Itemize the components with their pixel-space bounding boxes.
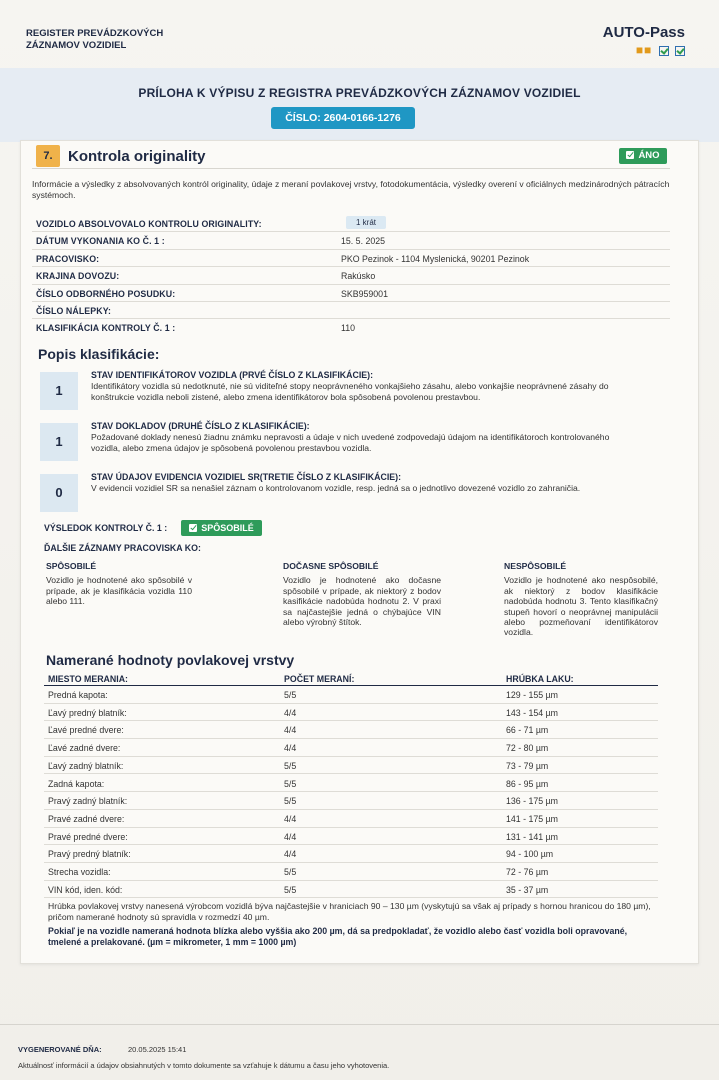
category-text: Vozidlo je hodnotené ako nespôsobilé, ak niektorý z bodov klasifikácie nadobúda hodnotu 3. Tento klasifikačný stupeň hovorí o neoprávnej manipulácii alebo pozmeňovaní identifikátorov vozidla. — [504, 575, 658, 638]
thickness-cell: 66 - 71 µm — [506, 725, 549, 736]
details-label: DÁTUM VYKONANIA KO Č. 1 : — [36, 236, 165, 247]
thickness-cell: 94 - 100 µm — [506, 849, 554, 860]
registry-title — [26, 28, 186, 52]
classification-heading: Popis klasifikácie: — [38, 346, 160, 362]
table-row — [44, 757, 658, 775]
details-row — [32, 215, 670, 232]
details-table — [32, 215, 670, 337]
result-badge-label: SPÔSOBILÉ — [201, 523, 254, 533]
checkbox-icon — [659, 46, 669, 56]
thickness-cell: 35 - 37 µm — [506, 884, 549, 895]
count-cell: 5/5 — [284, 884, 297, 895]
section-number: 7. — [36, 145, 60, 167]
category-text: Vozidlo je hodnotené ako spôsobilé v prípade, ak je klasifikácia vozidla 110 alebo 111. — [46, 575, 192, 607]
table-row — [44, 686, 658, 704]
check-icon — [189, 524, 197, 532]
footer-divider — [0, 1024, 719, 1025]
table-row — [44, 828, 658, 846]
category-incapable — [504, 561, 658, 638]
thickness-cell: 143 - 154 µm — [506, 707, 559, 718]
thickness-cell: 72 - 76 µm — [506, 867, 549, 877]
paint-table-header — [44, 672, 658, 686]
count-cell: 4/4 — [284, 831, 297, 842]
brand-logo — [603, 24, 685, 57]
table-row — [44, 881, 658, 899]
further-records-label: ĎALŠIE ZÁZNAMY PRACOVISKA KO: — [44, 543, 201, 553]
result-row — [44, 520, 262, 536]
details-value: PKO Pezinok - 1104 Myslenická, 90201 Pezinok — [341, 253, 530, 264]
place-cell: Pravý predný blatník: — [48, 849, 131, 860]
thickness-cell: 136 - 175 µm — [506, 796, 559, 807]
details-label: ČÍSLO ODBORNÉHO POSUDKU: — [36, 288, 176, 299]
control-count-pill: 1 krát — [346, 216, 386, 229]
count-cell: 5/5 — [284, 867, 297, 877]
table-row — [44, 775, 658, 793]
brand-name: AUTO-Pass — [602, 24, 685, 41]
status-badge — [619, 148, 667, 164]
table-row — [44, 792, 658, 810]
details-label: ČÍSLO NÁLEPKY: — [36, 305, 112, 316]
details-value: 15. 5. 2025 — [341, 236, 386, 247]
thickness-cell: 73 - 79 µm — [506, 760, 549, 771]
table-row — [44, 739, 658, 757]
place-cell: Ľavý zadný blatník: — [48, 760, 124, 771]
column-header-thickness: HRÚBKA LAKU: — [506, 674, 574, 684]
place-cell: Pravé zadné dvere: — [48, 813, 125, 824]
details-label: KRAJINA DOVOZU: — [36, 271, 120, 282]
classification-number: 0 — [40, 474, 78, 512]
place-cell: Ľavý predný blatník: — [48, 707, 127, 718]
section-header — [36, 145, 206, 167]
details-value: Rakúsko — [341, 271, 376, 282]
classification-number: 1 — [40, 423, 78, 461]
thickness-cell: 131 - 141 µm — [506, 831, 559, 842]
count-cell: 4/4 — [284, 743, 297, 754]
details-label: PRACOVISKO: — [36, 253, 100, 264]
place-cell: Ľavé zadné dvere: — [48, 743, 121, 754]
details-value: 110 — [341, 323, 356, 334]
count-cell: 4/4 — [284, 707, 297, 718]
checkbox-icon-2 — [675, 46, 685, 56]
column-header-count: POČET MERANÍ: — [284, 674, 355, 684]
paint-heading: Namerané hodnoty povlakovej vrstvy — [46, 652, 295, 668]
category-title: NESPÔSOBILÉ — [504, 561, 567, 571]
count-cell: 4/4 — [284, 849, 297, 860]
details-row — [32, 285, 670, 302]
brand-icons — [603, 43, 685, 57]
category-title: SPÔSOBILÉ — [46, 561, 97, 571]
place-cell: Pravý zadný blatník: — [48, 796, 128, 807]
count-cell: 5/5 — [284, 796, 297, 807]
place-cell: Predná kapota: — [48, 690, 108, 700]
thickness-cell: 141 - 175 µm — [506, 813, 559, 824]
generated-label: VYGENEROVANÉ DŇA: — [18, 1045, 102, 1054]
table-row — [44, 810, 658, 828]
generated-value: 20.05.2025 15:41 — [128, 1045, 187, 1054]
result-label: VÝSLEDOK KONTROLY Č. 1 : — [44, 523, 168, 533]
registry-title-line2: ZÁZNAMOV VOZIDIEL — [26, 40, 127, 51]
category-capable — [46, 561, 192, 607]
table-row — [44, 863, 658, 881]
count-cell: 5/5 — [284, 760, 297, 771]
paint-warning: Pokiaľ je na vozidle nameraná hodnota blízka alebo vyššia ako 200 µm, dá sa predpokladať, že vozidlo alebo časť vozidla boli opravované, tmelené a prelakované. (µm = mikrometer, 1 mm = 1000 µm) — [48, 926, 628, 947]
result-badge — [181, 520, 262, 536]
place-cell: Ľavé predné dvere: — [48, 725, 124, 736]
category-temporary — [283, 561, 441, 627]
count-cell: 5/5 — [284, 778, 297, 789]
details-row — [32, 319, 670, 336]
place-cell: Zadná kapota: — [48, 778, 105, 789]
place-cell: Pravé predné dvere: — [48, 831, 128, 842]
category-title: DOČASNE SPÔSOBILÉ — [283, 561, 379, 571]
table-row — [44, 704, 658, 722]
paint-note: Hrúbka povlakovej vrstvy nanesená výrobcom vozidlá býva najčastejšie v hraniciach 90 – 130 µm (vyskytujú sa však aj prípady s hornou hranicou do 180 µm), pričom namerané hodnoty sú spravidla v rozmedzí 40 µm. — [48, 901, 651, 922]
classification-title: STAV DOKLADOV (DRUHÉ ČÍSLO Z KLASIFIKÁCIE): — [91, 421, 310, 431]
registry-title-line1: REGISTER PREVÁDZKOVÝCH — [26, 28, 164, 39]
count-cell: 4/4 — [284, 725, 297, 736]
thickness-cell: 129 - 155 µm — [506, 690, 559, 700]
thickness-cell: 72 - 80 µm — [506, 743, 549, 754]
details-label: KLASIFIKÁCIA KONTROLY Č. 1 : — [36, 323, 176, 334]
table-row — [44, 845, 658, 863]
details-value: SKB959001 — [341, 288, 388, 299]
status-badge-label: ÁNO — [638, 150, 660, 161]
details-row — [32, 232, 670, 249]
category-text: Vozidlo je hodnotené ako dočasne spôsobilé v prípade, ak niektorý z bodov kasifikácie nadobúda hodnotu 2. V praxi sa najčastejšie jedná o chýbajúce VIN alebo výrobný štítok. — [283, 575, 441, 628]
classification-text: Požadované doklady nenesú žiadnu známku nepravosti a údaje v nich uvedené zodpovedajú údajom na identifikátoroch kontrolovaného vozidla, alebo zmena údajov je spôsobená povolenou prestavbou vozidla. — [91, 432, 610, 453]
header-banner — [0, 68, 719, 142]
classification-title: STAV ÚDAJOV EVIDENCIA VOZIDIEL SR(TRETIE ČÍSLO Z KLASIFIKÁCIE): — [91, 472, 402, 482]
thickness-cell: 86 - 95 µm — [506, 778, 549, 789]
details-row — [32, 302, 670, 319]
classification-text: V evidencii vozidiel SR sa nenašiel záznam o kontrolovanom vozidle, resp. jedná sa o jednotlivo dovezené vozidlo zo zahraničia. — [91, 483, 581, 493]
column-header-place: MIESTO MERANIA: — [48, 674, 128, 684]
check-icon — [626, 151, 634, 159]
place-cell: VIN kód, iden. kód: — [48, 884, 123, 895]
section-divider — [32, 168, 670, 169]
table-row — [44, 721, 658, 739]
count-cell: 4/4 — [284, 813, 297, 824]
footer-note: Aktuálnosť informácií a údajov obsiahnutých v tomto dokumente sa vzťahuje k dátumu a času jeho vyhotovenia. — [18, 1061, 390, 1070]
classification-number: 1 — [40, 372, 78, 410]
details-row — [32, 267, 670, 284]
details-row — [32, 250, 670, 267]
section-title: Kontrola originality — [68, 147, 206, 165]
car-icon: ■■ — [635, 43, 653, 57]
classification-text: Identifikátory vozidla sú nedotknuté, nie sú viditeľné stopy neoprávneného vonkajšieho zásahu, alebo vonkajšie neoprávnené zásahy do konštrukcie vozidla neboli zistené, alebo zmena identifikátorov bola spôsobená povolenou prestavbou. — [91, 381, 609, 402]
details-label: VOZIDLO ABSOLVOVALO KONTROLU ORIGINALITY: — [36, 219, 262, 229]
document-title: PRÍLOHA K VÝPISU Z REGISTRA PREVÁDZKOVÝCH ZÁZNAMOV VOZIDIEL — [138, 86, 581, 100]
place-cell: Strecha vozidla: — [48, 867, 111, 877]
section-intro: Informácie a výsledky z absolvovaných kontról originality, údaje z meraní povlakovej vrstvy, fotodokumentácia, výsledky overení v oficiálnych medzinárodných pátracích systémoch. — [32, 179, 670, 200]
count-cell: 5/5 — [284, 690, 297, 700]
document-number-badge: ČÍSLO: 2604-0166-1276 — [271, 107, 415, 129]
classification-title: STAV IDENTIFIKÁTOROV VOZIDLA (PRVÉ ČÍSLO Z KLASIFIKÁCIE): — [91, 370, 373, 380]
